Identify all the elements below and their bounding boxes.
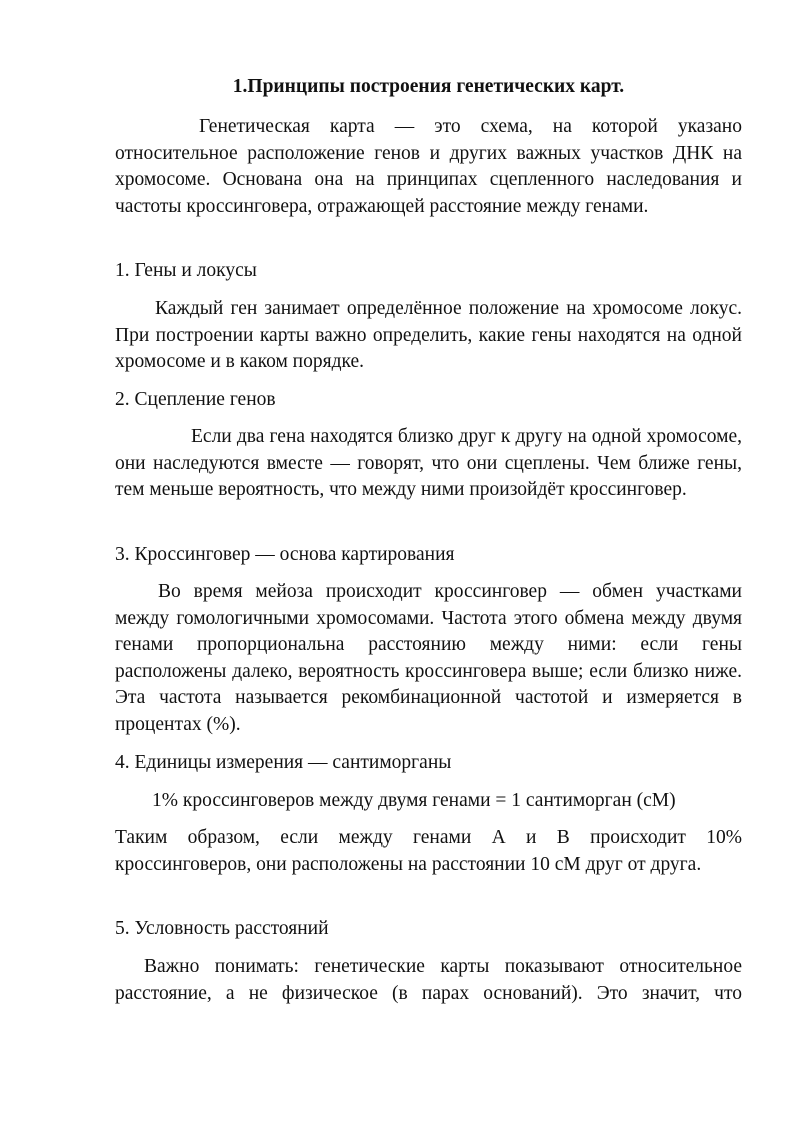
- formula-line: 1% кроссинговеров между двумя генами = 1 сантиморган (сМ): [152, 790, 676, 811]
- section-text-5: Важно понимать: генетические карты показывают относительное расстояние, а не физическое (в парах оснований). Это значит, что: [115, 956, 742, 1004]
- section-text-2: Если два гена находятся близко друг к другу на одной хромосоме, они наследуются вместе — говорят, что они сцеплены. Чем ближе гены, тем меньше вероятность, что между ними произойдёт кроссинговер.: [115, 426, 742, 500]
- section-heading-3: 3. Кроссинговер — основа картирования: [115, 544, 455, 565]
- section-text-3: Во время мейоза происходит кроссинговер — обмен участками между гомологичными хромосомами. Частота этого обмена между двумя генами пропорциональна расстоянию между ними: если гены расположены далеко, вероятность кроссинговера выше; если близко ниже. Эта частота называется рекомбинационной частотой и измеряется в процентах (%).: [115, 581, 742, 735]
- section-heading-2: 2. Сцепление генов: [115, 389, 276, 410]
- section-heading-1: 1. Гены и локусы: [115, 260, 257, 281]
- page-title: 1.Принципы построения генетических карт.: [232, 76, 625, 97]
- section-heading-4: 4. Единицы измерения — сантиморганы: [115, 752, 452, 773]
- section-text-4: Таким образом, если между генами А и В происходит 10% кроссинговеров, они расположены на расстоянии 10 сМ друг от друга.: [115, 827, 742, 875]
- section-heading-5: 5. Условность расстояний: [115, 918, 329, 939]
- intro-paragraph: Генетическая карта — это схема, на которой указано относительное расположение генов и других важных участков ДНК на хромосоме. Основана она на принципах сцепленного наследования и частоты кроссинговера, отражающей расстояние между генами.: [115, 116, 742, 217]
- section-text-1: Каждый ген занимает определённое положение на хромосоме локус. При построении карты важно определить, какие гены находятся на одной хромосоме и в каком порядке.: [115, 298, 742, 372]
